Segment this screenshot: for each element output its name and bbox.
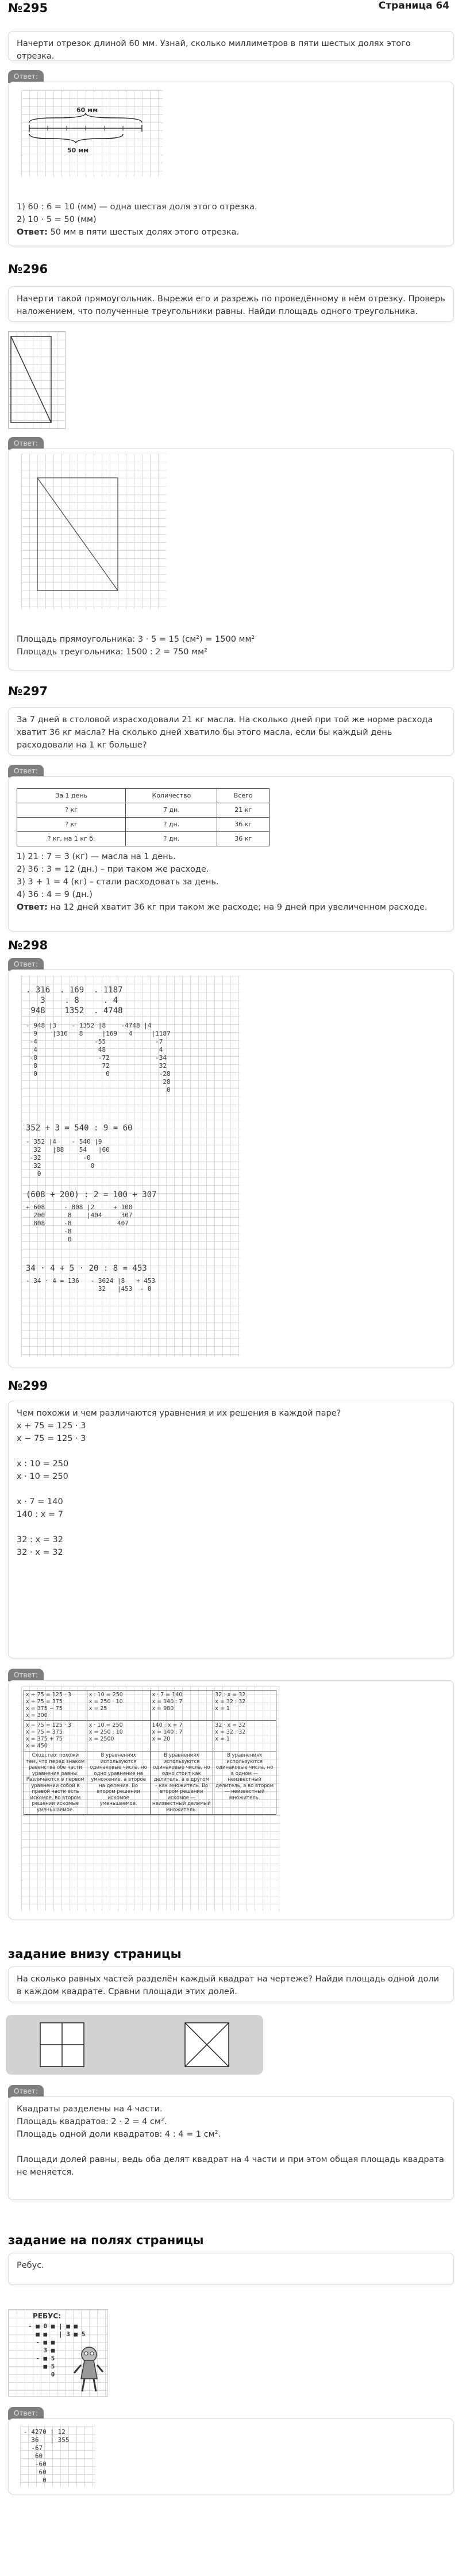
equation-line [17, 1521, 445, 1534]
handwritten-multiplication: . 316 . 169 . 1187 3 . 8 . 4 948 1352 . 4748 [26, 986, 123, 1015]
table-cell: 21 кг [217, 803, 270, 818]
table-header-row [17, 789, 270, 803]
margins-task-answer-card [8, 2418, 454, 2494]
margins-task-question-card [8, 2253, 454, 2285]
table-cell: 140 : x = 7 x = 140 : 7 x = 20 [150, 1721, 213, 1751]
table-cell: В уравнениях используются одинаковые числа, но в одном — неизвестный делитель, а во втором — неизвестный множитель. [213, 1751, 276, 1815]
table-cell: ? кг, на 1 кг б. [17, 832, 126, 846]
rebus-line: - ■ ■ [28, 2339, 55, 2346]
equation-line: x · 10 = 250 [17, 1472, 68, 1481]
equation-line: x : 10 = 250 [17, 1459, 69, 1469]
table-cell: ? дн. [126, 832, 217, 846]
equation-line [17, 1483, 445, 1496]
task-296-number: №296 [8, 262, 48, 276]
solution-line: 3) 3 + 1 = 4 (кг) – стали расходовать за день. [17, 877, 219, 887]
table-cell: ? кг [17, 818, 126, 832]
handwritten-expression-solution: - 34 · 4 = 136 - 3624 |8 + 453 32 |453 - 0 [26, 1277, 156, 1293]
solution-line: Площадь треугольника: 1500 : 2 = 750 мм² [17, 647, 207, 657]
margins-task-question: Ребус. [17, 2261, 44, 2270]
table-cell: 7 дн. [126, 803, 217, 818]
table-cell: x · 7 = 140 x = 140 : 7 x = 980 [150, 1690, 213, 1721]
rebus-answer [24, 2428, 69, 2485]
question-line: Чем похожи и чем различаются уравнения и их решения в каждой паре? [17, 1409, 341, 1418]
solution-line: 1) 60 : 6 = 10 (мм) — одна шестая доля этого отрезка. [17, 202, 257, 212]
task-298-answer-tab: Ответ: [8, 958, 44, 971]
handwritten-expression-solution: + 608 - 808 |2 + 100 200 8 |404 307 808 -8 407 -8 0 [26, 1203, 133, 1243]
rebus-answer-line: - 4270 | 12 [24, 2428, 66, 2436]
task-296-answer-card [8, 448, 454, 670]
task-296-question: Начерти такой прямоугольник. Вырежи его и разрежь по проведённому в нём отрезку. Проверь наложением, что полученные треугольники равны. Найди площадь одного треугольника. [17, 294, 445, 316]
table-header-cell: За 1 день [17, 789, 126, 803]
solution-line: Площадь прямоугольника: 3 · 5 = 15 (см²) = 1500 мм² [17, 635, 255, 644]
segment-diagram [21, 90, 163, 177]
rebus-line: 0 [28, 2371, 55, 2378]
segment-50-label: 50 мм [67, 147, 89, 154]
table-cell: x · 10 = 250 x = 250 : 10 x = 2500 [87, 1721, 150, 1751]
rebus-line: ■ ■ | 3 ■ 5 [28, 2330, 86, 2338]
task-296-question-card [8, 286, 454, 322]
task-297-number: №297 [8, 684, 48, 698]
task-296-rectangle-figure [8, 331, 66, 429]
margins-task-heading: задание на полях страницы [8, 2233, 204, 2247]
table-cell: x − 75 = 125 · 3 x − 75 = 375 x = 375 + 75 x = 450 [24, 1721, 87, 1751]
rectangle-diagonal-diagram [9, 332, 65, 428]
task-297-answer-card [8, 776, 454, 931]
solution-line: 2) 10 · 5 = 50 (мм) [17, 215, 97, 224]
rebus-answer-line: -60 [24, 2460, 47, 2468]
table-cell: В уравнениях используются одинаковые числа, но одно уравнение на умножение, а второе на деление. Во втором решении искомое уменьшаемое. [87, 1751, 150, 1815]
task-299-number: №299 [8, 1379, 48, 1393]
task-297-answer-tab: Ответ: [8, 765, 44, 777]
bottom-task-heading: задание внизу страницы [8, 1947, 182, 1961]
rectangle-answer-diagram [21, 454, 166, 609]
task-297-table [17, 788, 270, 846]
handwritten-expression: 34 · 4 + 5 · 20 : 8 = 453 [26, 1264, 147, 1273]
task-299-answer-card [8, 1680, 454, 1919]
solution-line: 4) 36 : 4 = 9 (дн.) [17, 890, 93, 899]
squares-figure-panel [6, 2015, 263, 2075]
answer-text: на 12 дней хватит 36 кг при таком же расходе; на 9 дней при увеличенном расходе. [47, 903, 428, 912]
answer-label: Ответ: [17, 228, 48, 237]
answer-label: Ответ: [17, 903, 48, 912]
equation-line: 140 : x = 7 [17, 1510, 63, 1519]
equation-line: x − 75 = 125 · 3 [17, 1434, 86, 1443]
rebus-answer-line: 60 [24, 2452, 43, 2460]
rebus-answer-line: 36 | 355 [24, 2436, 70, 2444]
answer-text: 50 мм в пяти шестых долях этого отрезка. [47, 228, 240, 237]
task-296-grid [21, 454, 166, 609]
task-295-solution [17, 201, 257, 239]
solution-line: 2) 36 : 3 = 12 (дн.) – при таком же расходе. [17, 865, 209, 874]
solution-line: Квадраты разделены на 4 части. [17, 2104, 163, 2114]
equation-line: 32 : x = 32 [17, 1535, 63, 1544]
table-cell: В уравнениях используются одинаковые числа, но одно стоит как делитель, а в другом – как множитель. Во втором решении искомое — неизвестный делимый множитель. [150, 1751, 213, 1815]
bottom-task-question-card [8, 1966, 454, 2002]
bottom-task-answer-tab: Ответ: [8, 2085, 44, 2098]
margins-task-answer-tab: Ответ: [8, 2407, 44, 2420]
rebus-answer-line: 60 [24, 2468, 47, 2476]
handwritten-expression-solution: - 352 |4 - 540 |9 32 |88 54 |60 -32 -0 32 0 0 [26, 1138, 110, 1178]
table-cell: 32 · x = 32 x = 32 : 32 x = 1 [213, 1721, 276, 1751]
handwritten-expression: 352 + 3 = 540 : 9 = 60 [26, 1124, 133, 1133]
solution-line [17, 2141, 445, 2153]
table-cell: ? кг [17, 803, 126, 818]
task-299-answer-tab: Ответ: [8, 1669, 44, 1681]
rebus-line: - ■ 5 [28, 2355, 55, 2362]
rebus-figure [8, 2309, 108, 2397]
character-illustration [72, 2344, 105, 2395]
table-cell: x + 75 = 125 · 3 x + 75 = 375 x = 375 − 75 x = 300 [24, 1690, 87, 1721]
rebus-answer-line: 0 [24, 2477, 47, 2484]
page-title: Страница 64 [378, 0, 449, 12]
task-296-answer-tab: Ответ: [8, 437, 44, 450]
equation-line: x + 75 = 125 · 3 [17, 1421, 86, 1431]
table-cell: 32 : x = 32 x = 32 : 32 x = 1 [213, 1690, 276, 1721]
table-row [17, 832, 270, 846]
task-295-number: №295 [8, 1, 48, 15]
solution-line: Площадь квадратов: 2 · 2 = 4 см². [17, 2117, 167, 2126]
solution-line: Площади долей равны, ведь оба делят квадрат на 4 части и при этом общая площадь квадрата не меняется. [17, 2155, 444, 2177]
solution-line: 1) 21 : 7 = 3 (кг) — масла на 1 день. [17, 852, 176, 861]
rebus-line: 3 ■ [28, 2347, 55, 2354]
table-row [24, 1721, 276, 1751]
task-295-answer-card [8, 82, 454, 246]
task-298-handwriting-grid [21, 976, 240, 1356]
task-299-grid [21, 1686, 280, 1911]
handwritten-expression: (608 + 200) : 2 = 100 + 307 [26, 1190, 157, 1199]
table-cell: x : 10 = 250 x = 250 · 10 x = 25 [87, 1690, 150, 1721]
task-298-answer-card [8, 969, 454, 1367]
table-row [17, 818, 270, 832]
handwritten-division-check: - 948 |3 - 1352 |8 -4748 |4 9 |316 8 |169 4 |1187 -4 -55 -7 4 48 4 -8 -72 -34 8 72 32 0 0 -28 28 0 [26, 1022, 171, 1094]
table-cell: Сходство: похожи тем, что перед знаком равенства обе части уравнения равны. Различаются в первом уравнении собой в правой части есть искомое, во втором решении искомые уменьшаемое. [24, 1751, 87, 1815]
task-297-question: За 7 дней в столовой израсходовали 21 кг масла. На сколько дней при той же норме расхода хватит 36 кг масла? На сколько дней хватило бы этого масла, если бы каждый день расходовали на 1 кг больше? [17, 715, 433, 750]
rebus-answer-grid [20, 2426, 95, 2487]
table-header-cell: Всего [217, 789, 270, 803]
rebus-line: ■ 5 [28, 2363, 55, 2370]
table-cell: 36 кг [217, 818, 270, 832]
table-cell: 36 кг [217, 832, 270, 846]
equation-line: 32 · x = 32 [17, 1548, 63, 1557]
task-295-answer-tab: Ответ: [8, 70, 44, 83]
segment-60-label: 60 мм [76, 106, 98, 114]
task-295-question-card [8, 31, 454, 61]
table-cell: ? дн. [126, 818, 217, 832]
task-296-solution [17, 633, 255, 658]
task-298-number: №298 [8, 938, 48, 952]
equation-line [17, 1445, 445, 1458]
table-row [24, 1751, 276, 1815]
task-299-comparison-table [24, 1690, 276, 1815]
task-295-grid [21, 90, 163, 177]
table-header-cell: Количество [126, 789, 217, 803]
solution-line: Площадь одной доли квадратов: 4 : 4 = 1 см². [17, 2130, 221, 2139]
bottom-task-answer-card [8, 2096, 454, 2200]
rebus-title: РЕБУС: [33, 2312, 61, 2320]
task-295-question: Начерти отрезок длиной 60 мм. Узнай, сколько миллиметров в пяти шестых долях этого отрезка. [17, 39, 411, 61]
squares-figure [6, 2015, 263, 2075]
table-row [17, 803, 270, 818]
table-row [24, 1690, 276, 1721]
task-297-solution [17, 850, 427, 914]
rebus-line: - ■ 0 ■ | ■ ■ [28, 2322, 78, 2330]
task-299-question-card [8, 1401, 454, 1658]
task-297-question-card [8, 707, 454, 756]
equation-line: x · 7 = 140 [17, 1497, 63, 1506]
bottom-task-question: На сколько равных частей разделён каждый квадрат на чертеже? Найди площадь одной доли в каждом квадрате. Сравни площади этих долей. [17, 1975, 440, 1996]
rebus-answer-line: -67 [24, 2444, 43, 2452]
